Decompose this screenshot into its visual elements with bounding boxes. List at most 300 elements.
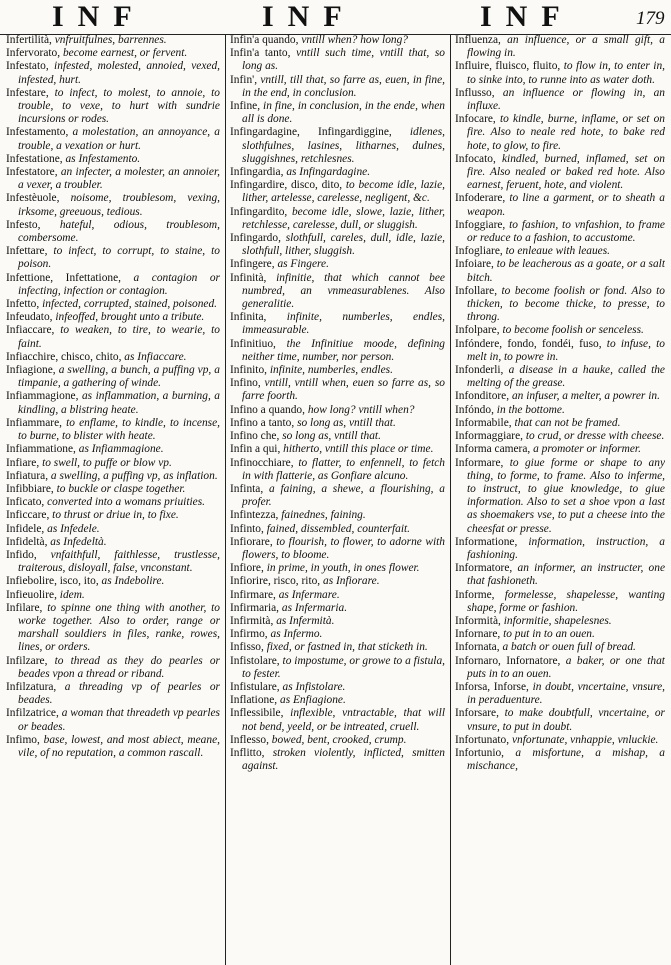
entry-definition: bowed, bent, crooked, crump. [271,733,407,746]
entry-definition: as Infermità. [276,614,335,627]
dictionary-entry [455,747,665,773]
entry-headword: Inforsa, Inforse, [455,680,529,693]
entry-headword: Infiammagione, [6,390,79,403]
entry-headword: Infiorire, risco, rito, [230,575,321,588]
dictionary-entry [6,60,220,86]
entry-definition: an influence, or a small gift, a flowing in. [467,34,665,60]
entry-definition: an influence or flowing in, an influxe. [467,86,665,113]
entry-headword: Infinitiuo, [230,337,276,350]
dictionary-entry [455,404,665,417]
entry-definition: as Infedeltà. [50,535,107,548]
entry-definition: to be leacherous as a goate, or a salt bitch. [467,258,665,284]
entry-headword: Infilzatrice, [6,707,59,720]
entry-headword: Infilzare, [6,654,48,667]
entry-headword: Infestatione, [6,152,63,165]
entry-headword: Infisso, [230,641,264,654]
entry-definition: vntill when? how long? [301,34,408,46]
dictionary-entry [455,87,665,113]
entry-headword: Infiacchire, chisco, chito, [6,350,122,363]
dictionary-entry [230,166,445,179]
entry-definition: infeoffed, brought unto a tribute. [55,311,205,324]
entry-headword: Infornare, [455,628,501,641]
entry-headword: Infestare, [6,86,49,99]
entry-definition: a batch or ouen full of bread. [502,641,636,654]
guide-word-right: INF [480,0,574,33]
dictionary-entry [455,192,665,218]
entry-headword: Infiammare, [6,416,62,429]
entry-headword: Infoggiare, [455,218,506,231]
entry-headword: Infin'a quando, [230,34,299,46]
entry-definition: a disease in a hauke, called the melting of the grease. [467,364,665,390]
entry-definition: to infuse, to melt in, to powre in. [467,337,665,363]
entry-headword: Infingardo, [230,232,281,245]
column-divider [225,34,226,965]
entry-definition: vnfaithfull, faithlesse, trustlesse, traiterous, disloyall, false, vnconstant. [18,548,220,575]
entry-definition: vnfortunate, vnhappie, vnluckie. [511,733,659,746]
dictionary-entry [230,74,445,100]
dictionary-entry [6,47,220,60]
dictionary-entry [230,100,445,126]
entry-definition: inflexible, vntractable, that will not bend, yeeld, or be intreated, cruell. [242,707,445,733]
page-number: 179 [636,8,665,29]
entry-headword: Infestamento, [6,126,69,139]
dictionary-entry [455,245,665,258]
entry-headword: Infin'a tanto, [230,47,291,60]
entry-headword: Infiatura, [6,469,49,482]
dictionary-entry [230,641,445,654]
entry-definition: vntill, till that, so farre as, euen, in fine, in the end, in conclusion. [242,73,445,99]
entry-headword: Infiare, [6,456,40,469]
entry-definition: hitherto, vntill this place or time. [283,443,434,456]
entry-definition: a molestation, an annoyance, a trouble, a vexation or hurt. [18,126,220,152]
entry-definition: that can not be framed. [514,416,621,429]
entry-headword: Inflatione, [230,694,278,707]
entry-definition: as Infermaria. [281,601,348,614]
entry-headword: Infirmare, [230,588,276,601]
dictionary-entry [6,153,220,166]
dictionary-entry [6,272,220,298]
entry-definition: to crud, or dresse with cheese. [525,430,665,443]
entry-headword: Infistolare, [230,654,280,667]
entry-definition: as Infermo. [270,628,323,641]
entry-definition: slothfull, careles, dull, idle, lazie, slothfull, lither, sluggish. [242,232,445,258]
dictionary-entry [6,245,220,271]
entry-definition: a swelling, a bunch, a puffing vp, a timpanie, a gathering of winde. [18,364,220,390]
entry-definition: as Infestamento. [65,152,141,165]
dictionary-entry [6,311,220,324]
dictionary-entry [230,681,445,694]
entry-headword: Inflitto, [230,746,265,759]
dictionary-entry [230,734,445,747]
entry-definition: in fine, in conclusion, in the ende, when all is done. [242,100,445,126]
entry-headword: Inforsare, [455,707,499,720]
entry-headword: Influsso, [455,86,495,99]
dictionary-entry [6,298,220,311]
entry-definition: as Infiorare. [323,575,380,588]
entry-headword: Infolpare, [455,324,500,337]
entry-headword: Infestèuole, [6,192,60,205]
dictionary-entry [455,707,665,733]
dictionary-column-2 [230,34,445,965]
entry-definition: kindled, burned, inflamed, set on fire. Also nealed or baked red hote. Also earnest, feruent, hote, and violent. [467,152,665,192]
entry-headword: Infestato, [6,60,49,73]
entry-definition: infected, corrupted, stained, poisoned. [42,298,218,311]
entry-definition: to impostume, or growe to a fistula, to fester. [242,654,445,680]
dictionary-entry [230,47,445,73]
dictionary-entry [455,628,665,641]
dictionary-entry [6,351,220,364]
entry-definition: as Indebolire. [101,575,165,588]
dictionary-entry [230,443,445,456]
entry-headword: Infornaro, Infornatore, [455,654,561,667]
entry-definition: a contagion or infecting, infection or contagion. [18,271,220,297]
dictionary-entry [6,443,220,456]
entry-definition: idlenes, slothfulnes, lasines, litharnes, dulnes, sluggishnes, retchlesnes. [242,126,445,165]
entry-definition: a threading vp of pearles or beades. [18,680,220,707]
dictionary-entry [455,536,665,562]
dictionary-entry [6,681,220,707]
dictionary-entry [6,523,220,536]
entry-headword: Infin', [230,73,258,86]
entry-headword: Infinità, [230,271,267,284]
entry-definition: as Infiaccare. [124,350,187,363]
dictionary-entry [230,589,445,602]
dictionary-entry [230,707,445,733]
entry-headword: Infervorato, [6,47,61,60]
entry-headword: Infettare, [6,245,48,258]
entry-definition: a woman that threadeth vp pearles or beades. [18,707,220,733]
entry-definition: the Infinitiue moode, defining neither time, number, nor person. [242,337,445,363]
entry-headword: Infistulare, [230,680,280,693]
dictionary-entry [230,575,445,588]
entry-definition: how long? vntill when? [307,403,415,416]
entry-headword: Infonditore, [455,390,510,403]
entry-definition: infinite, numberles, endles, immeasurable. [242,311,445,337]
dictionary-entry [230,523,445,536]
entry-headword: Infin a qui, [230,443,281,456]
dictionary-entry [455,589,665,615]
entry-definition: as Infedele. [47,522,100,535]
entry-headword: Infettione, Infettatione, [6,271,122,284]
entry-definition: formelesse, shapelesse, wanting shape, forme or fashion. [467,588,665,614]
entry-headword: Infinita, [230,311,267,324]
entry-headword: Infingardire, disco, dito, [230,179,343,192]
entry-definition: to become foolish or fond. Also to thicken, to become thicke, to presse, to throng. [467,284,665,324]
dictionary-entry [230,404,445,417]
entry-headword: Infibbiare, [6,482,54,495]
dictionary-entry [6,509,220,522]
entry-headword: Infido, [6,548,37,561]
entry-definition: to flourish, to flower, to adorne with flowers, to bloome. [242,535,445,561]
entry-headword: Infornata, [455,641,500,654]
entry-definition: as Fingere. [277,258,329,271]
dictionary-entry [230,311,445,337]
dictionary-entry [230,258,445,271]
entry-definition: a baker, or one that puts in to an ouen. [467,654,665,680]
dictionary-entry [230,694,445,707]
entry-headword: Infieuolire, [6,588,57,601]
entry-headword: Infestatore, [6,166,58,179]
entry-headword: Infinto, [230,522,264,535]
entry-headword: Infintezza, [230,509,279,522]
entry-definition: a faining, a shewe, a flourishing, a profer. [242,482,445,509]
dictionary-entry [455,417,665,430]
entry-definition: vntill such time, vntill that, so long as. [242,47,445,73]
entry-headword: Infeudato, [6,311,53,324]
entry-definition: to giue forme or shape to any thing, to forme, to frame. Also to inferme, to instruct, to giue knowledge, to giue information. Also to set a shoe vpon a last as shoemakers vse, to put a cheese into the cheesfat or presse. [467,456,665,535]
entry-definition: become idle, slowe, lazie, lither, retchlesse, carelesse, dull, or sluggish. [242,205,445,231]
dictionary-entry [6,34,220,47]
entry-definition: fained, dissembled, counterfait. [266,522,411,535]
entry-headword: Inflessibile, [230,707,284,720]
entry-headword: Infinito, [230,364,268,377]
entry-definition: as Infermare. [278,588,340,601]
entry-headword: Infine, [230,100,261,113]
dictionary-entry [6,707,220,733]
entry-definition: as Infiammagione. [78,443,164,456]
entry-definition: infinite, numberles, endles. [269,364,393,377]
entry-headword: Influire, fluisco, fluito, [455,60,561,73]
entry-headword: Infollare, [455,284,498,297]
entry-headword: Infirmità, [230,614,274,627]
entry-headword: Infingere, [230,258,275,271]
entry-definition: so long as, vntill that. [297,416,396,429]
entry-headword: Informaggiare, [455,430,523,443]
dictionary-entry [455,655,665,681]
entry-definition: become earnest, or fervent. [62,47,188,60]
entry-definition: stroken violently, inflicted, smitten against. [242,746,445,773]
dictionary-entry [455,641,665,654]
running-header [0,0,671,35]
dictionary-entry [6,324,220,350]
entry-headword: Infiore, [230,562,264,575]
dictionary-entry [455,681,665,707]
dictionary-entry [455,153,665,193]
entry-headword: Infertilità, [6,34,52,46]
dictionary-entry [455,60,665,86]
entry-definition: to weaken, to tire, to wearie, to faint. [18,324,220,350]
dictionary-entry [6,470,220,483]
entry-headword: Informità, [455,614,501,627]
dictionary-entry [6,126,220,152]
dictionary-entry [230,628,445,641]
dictionary-entry [6,549,220,575]
entry-headword: Infino, [230,377,261,390]
dictionary-entry [6,655,220,681]
dictionary-entry [6,483,220,496]
dictionary-entry [455,338,665,364]
entry-headword: Infirmo, [230,628,268,641]
dictionary-entry [6,734,220,760]
entry-headword: Infinocchiare, [230,456,294,469]
entry-headword: Infingardito, [230,205,288,218]
entry-definition: to flow in, to enter in, to sinke into, to runne into as water doth. [467,60,665,86]
dictionary-entry [230,655,445,681]
entry-headword: Infino che, [230,430,280,443]
dictionary-entry [6,536,220,549]
entry-definition: a misfortune, a mishap, a mischance, [467,746,665,773]
entry-headword: Infortunio, [455,746,505,759]
dictionary-entry [6,219,220,245]
entry-definition: to line a garment, or to sheath a weapon. [467,192,665,218]
dictionary-entry [230,179,445,205]
dictionary-entry [455,443,665,456]
dictionary-entry [455,324,665,337]
entry-headword: Infocare, [455,113,496,126]
dictionary-entry [230,509,445,522]
dictionary-entry [6,575,220,588]
dictionary-entry [455,734,665,747]
entry-headword: Infiorare, [230,535,273,548]
column-divider [450,34,451,965]
entry-definition: to kindle, burne, inflame, or set on fire. Also to neale red hote, to bake red hote, to glow, to fire. [467,113,665,152]
dictionary-entry [230,562,445,575]
dictionary-entry [455,615,665,628]
entry-definition: hateful, odious, troublesom, combersome. [18,218,220,245]
entry-definition: to flatter, to enfennell, to fetch in with flatterie, as Gonfiare alcuno. [242,456,445,482]
entry-definition: to become idle, lazie, lither, artelesse, carelesse, negligent, &c. [242,179,445,205]
entry-definition: to thrust or driue in, to fixe. [52,509,179,522]
entry-headword: Infonderli, [455,364,504,377]
dictionary-entry [230,615,445,628]
dictionary-entry [230,34,445,47]
dictionary-entry [6,390,220,416]
entry-definition: to put in to an ouen. [503,628,595,641]
entry-headword: Infóndo, [455,403,494,416]
entry-definition: vntill, vntill when, euen so farre as, so farre foorth. [242,377,445,403]
dictionary-entry [230,483,445,509]
entry-headword: Informe, [455,588,495,601]
dictionary-entry [6,457,220,470]
dictionary-entry [230,602,445,615]
dictionary-entry [455,219,665,245]
entry-headword: Infiaccare, [6,324,55,337]
dictionary-column-1 [6,34,220,965]
entry-definition: in prime, in youth, in ones flower. [266,562,420,575]
dictionary-entry [230,457,445,483]
entry-headword: Infiebolire, isco, ito, [6,575,99,588]
entry-headword: Informatione, [455,535,518,548]
dictionary-entry [6,87,220,127]
entry-headword: Infóndere, fondo, fondéi, fuso, [455,337,602,350]
entry-headword: Infirmaria, [230,601,280,614]
dictionary-entry [6,364,220,390]
entry-definition: to infect, to molest, to annoie, to trouble, to vexe, to hurt with sundrie incursions or rodes. [18,86,220,126]
entry-definition: fainednes, faining. [281,509,366,522]
entry-definition: an infecter, a molester, an annoier, a vexer, a troubler. [18,166,220,192]
entry-headword: Infesto, [6,218,41,231]
dictionary-entry [6,602,220,655]
dictionary-entry [230,417,445,430]
entry-definition: a promoter or informer. [533,443,641,456]
dictionary-entry [230,430,445,443]
entry-definition: information, instruction, a fashioning. [467,535,665,561]
dictionary-entry [6,166,220,192]
entry-definition: base, lowest, and most abiect, meane, vile, of no reputation, a common rascall. [18,733,220,759]
entry-definition: fixed, or fastned in, that sticketh in. [266,641,428,654]
entry-definition: as Infingardagine. [286,166,371,179]
dictionary-entry [6,589,220,602]
dictionary-entry [230,747,445,773]
dictionary-entry [455,113,665,153]
entry-headword: Inficcare, [6,509,50,522]
entry-definition: vnfruitfulnes, barrennes. [54,34,167,46]
entry-definition: converted into a womans priuities. [47,496,205,509]
dictionary-entry [230,126,445,166]
entry-headword: Informare, [455,456,504,469]
entry-headword: Informabile, [455,416,512,429]
dictionary-entry [230,232,445,258]
dictionary-entry [230,536,445,562]
dictionary-entry [455,34,665,60]
entry-headword: Infocato, [455,152,496,165]
guide-word-left: INF [52,0,146,33]
entry-headword: Informa camera, [455,443,531,456]
entry-definition: informitie, shapelesnes. [503,614,612,627]
dictionary-entry [6,496,220,509]
entry-headword: Infilare, [6,601,43,614]
dictionary-column-3 [455,34,665,965]
entry-definition: as Infistolare. [282,680,346,693]
entry-headword: Infinta, [230,482,264,495]
entry-definition: as Enfiagione. [280,694,346,707]
dictionary-entry [6,417,220,443]
entry-definition: to enleaue with leaues. [505,245,611,258]
entry-definition: an informer, an instructer, one that fashioneth. [467,562,665,588]
entry-definition: to enflame, to kindle, to incense, to burne, to blister with heate. [18,416,220,443]
entry-definition: in doubt, vncertaine, vnsure, in peraduenture. [467,680,665,707]
entry-definition: noisome, troublesom, vexing, irksome, greeuous, tedious. [18,192,220,218]
entry-headword: Infingardagine, Infingardiggine, [230,126,392,139]
entry-definition: to swell, to puffe or blow vp. [42,456,172,469]
entry-definition: so long as, vntill that. [282,430,381,443]
dictionary-entry [455,285,665,325]
entry-headword: Infimo, [6,733,40,746]
entry-headword: Informatore, [455,562,513,575]
entry-headword: Infortunato, [455,733,510,746]
dictionary-entry [455,457,665,536]
entry-headword: Influenza, [455,34,501,46]
entry-headword: Inflesso, [230,733,269,746]
entry-headword: Infidele, [6,522,45,535]
entry-headword: Infino a quando, [230,403,305,416]
entry-definition: infinitie, that which cannot bee numbred, an vnmeasurablenes. Also generalitie. [242,271,445,311]
dictionary-entry [455,258,665,284]
entry-definition: to make doubtfull, vncertaine, or vnsure, to put in doubt. [467,707,665,733]
dictionary-entry [6,192,220,218]
entry-headword: Infetto, [6,298,40,311]
dictionary-entry [230,272,445,312]
entry-headword: Infingardia, [230,166,284,179]
dictionary-entry [230,338,445,364]
dictionary-entry [230,206,445,232]
entry-headword: Infino a tanto, [230,416,295,429]
dictionary-entry [230,364,445,377]
entry-definition: to fashion, to vnfashion, to frame or reduce to a fashion, to accustome. [467,218,665,245]
entry-definition: to buckle or claspe together. [56,482,186,495]
entry-definition: in the bottome. [496,403,565,416]
dictionary-entry [455,364,665,390]
entry-headword: Infogliare, [455,245,503,258]
dictionary-entry [455,430,665,443]
entry-headword: Infideltà, [6,535,48,548]
dictionary-entry [455,562,665,588]
entry-definition: to spinne one thing with another, to worke together. Also to order, range or marshall souldiers in files, ranke, rowes, lines, or orders. [18,601,220,654]
entry-headword: Infilzatura, [6,680,57,693]
entry-definition: to infect, to corrupt, to staine, to poison. [18,245,220,271]
entry-definition: to thread as they do pearles or beades vpon a thread or riband. [18,654,220,680]
entry-definition: to become foolish or senceless. [502,324,644,337]
